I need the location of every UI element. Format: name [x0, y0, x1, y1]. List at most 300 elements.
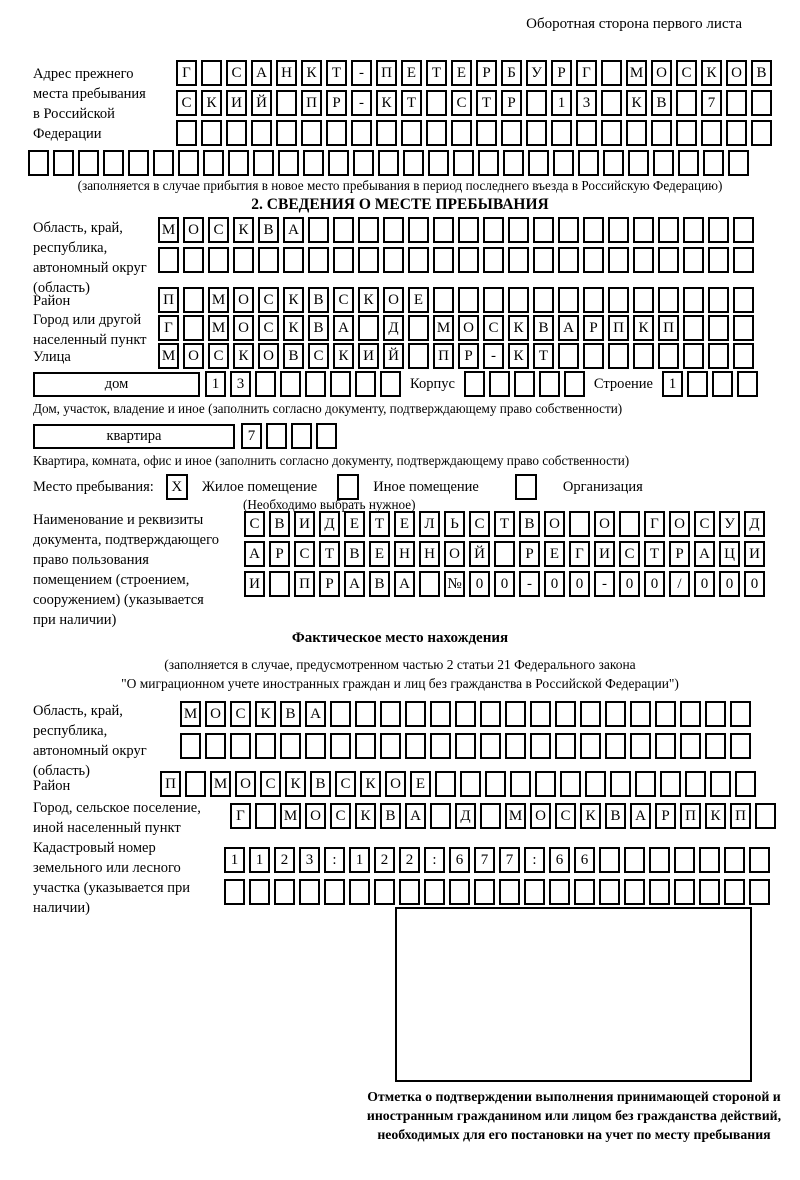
char-cell — [458, 217, 479, 243]
city-label: Город или другой населенный пункт — [33, 312, 147, 348]
char-cell: О — [726, 60, 747, 86]
char-cell — [464, 371, 485, 397]
char-row — [244, 541, 765, 567]
char-cell: П — [433, 343, 454, 369]
actual-location-caption-2: "О миграционном учете иностранных граждан и лиц без гражданства в Российской Федерации") — [121, 676, 679, 691]
char-cell — [78, 150, 99, 176]
char-cell — [405, 701, 426, 727]
char-cell: Г — [644, 511, 665, 537]
char-cell: В — [533, 315, 554, 341]
option-label-organization: Организация — [562, 478, 643, 495]
char-cell: Е — [410, 771, 431, 797]
char-cell — [324, 879, 345, 905]
char-cell — [428, 150, 449, 176]
char-cell — [305, 733, 326, 759]
char-cell — [608, 217, 629, 243]
char-cell — [228, 150, 249, 176]
char-cell: П — [658, 315, 679, 341]
char-cell: Р — [669, 541, 690, 567]
char-cell: О — [183, 217, 204, 243]
char-cell: К — [301, 60, 322, 86]
char-cell: Т — [369, 511, 390, 537]
char-cell: Р — [501, 90, 522, 116]
char-cell — [601, 120, 622, 146]
char-cell — [426, 120, 447, 146]
char-cell — [483, 247, 504, 273]
char-cell — [555, 733, 576, 759]
char-cell — [276, 120, 297, 146]
char-cell: К — [201, 90, 222, 116]
char-cell — [710, 771, 731, 797]
char-cell — [680, 701, 701, 727]
char-cell — [712, 371, 733, 397]
stroenie-grid — [662, 371, 758, 397]
char-cell — [619, 511, 640, 537]
char-cell — [333, 217, 354, 243]
char-cell — [494, 541, 515, 567]
char-cell: Д — [319, 511, 340, 537]
char-cell — [476, 120, 497, 146]
char-cell — [533, 287, 554, 313]
char-cell: Е — [394, 511, 415, 537]
char-cell: С — [451, 90, 472, 116]
char-cell — [355, 371, 376, 397]
char-cell — [203, 150, 224, 176]
char-cell — [678, 150, 699, 176]
street-label: Улица — [33, 349, 71, 365]
char-cell — [608, 287, 629, 313]
city-grid — [158, 315, 754, 341]
char-cell — [680, 733, 701, 759]
char-cell — [539, 371, 560, 397]
house-grid — [205, 371, 401, 397]
char-cell: : — [324, 847, 345, 873]
char-cell: И — [244, 571, 265, 597]
char-cell — [674, 847, 695, 873]
char-cell: К — [233, 343, 254, 369]
char-cell — [178, 150, 199, 176]
char-cell — [660, 771, 681, 797]
char-cell — [153, 150, 174, 176]
actual-city-grid — [230, 803, 776, 829]
char-cell — [266, 423, 287, 449]
char-cell — [751, 90, 772, 116]
char-cell: - — [519, 571, 540, 597]
char-cell: 3 — [230, 371, 251, 397]
char-cell: В — [369, 571, 390, 597]
char-cell — [705, 701, 726, 727]
char-cell: А — [558, 315, 579, 341]
char-cell — [626, 120, 647, 146]
char-row — [244, 571, 765, 597]
char-cell: К — [508, 315, 529, 341]
char-cell: 0 — [619, 571, 640, 597]
char-cell: 1 — [551, 90, 572, 116]
char-cell: С — [308, 343, 329, 369]
char-cell — [28, 150, 49, 176]
char-cell: В — [283, 343, 304, 369]
char-cell — [580, 733, 601, 759]
char-cell: М — [158, 217, 179, 243]
char-cell — [633, 343, 654, 369]
document-grid — [244, 511, 765, 597]
char-cell: А — [694, 541, 715, 567]
char-cell — [526, 120, 547, 146]
char-cell — [330, 733, 351, 759]
char-cell: С — [469, 511, 490, 537]
char-cell — [480, 803, 501, 829]
char-cell — [526, 90, 547, 116]
char-cell — [505, 701, 526, 727]
char-cell — [183, 315, 204, 341]
char-cell — [624, 879, 645, 905]
korpus-label: Корпус — [410, 375, 455, 392]
char-cell — [583, 217, 604, 243]
char-cell — [53, 150, 74, 176]
char-cell — [433, 217, 454, 243]
char-cell: А — [305, 701, 326, 727]
char-cell: А — [244, 541, 265, 567]
char-cell: О — [544, 511, 565, 537]
char-cell — [633, 217, 654, 243]
char-cell — [535, 771, 556, 797]
char-cell — [576, 120, 597, 146]
char-cell — [455, 733, 476, 759]
char-row — [176, 90, 772, 116]
char-cell: С — [260, 771, 281, 797]
actual-location-caption-1: (заполняется в случае, предусмотренном частью 2 статьи 21 Федерального закона — [164, 657, 636, 672]
char-cell — [251, 120, 272, 146]
char-cell: Т — [319, 541, 340, 567]
char-cell — [724, 879, 745, 905]
char-cell — [551, 120, 572, 146]
char-cell: С — [258, 287, 279, 313]
char-cell: М — [208, 287, 229, 313]
char-cell — [655, 733, 676, 759]
char-cell — [633, 247, 654, 273]
char-row — [180, 733, 751, 759]
char-cell: - — [351, 60, 372, 86]
char-cell: С — [294, 541, 315, 567]
char-cell — [383, 217, 404, 243]
char-cell: О — [651, 60, 672, 86]
char-cell — [608, 343, 629, 369]
char-cell: В — [258, 217, 279, 243]
char-cell — [674, 879, 695, 905]
char-cell — [233, 247, 254, 273]
char-cell — [555, 701, 576, 727]
char-cell — [610, 771, 631, 797]
char-cell — [283, 247, 304, 273]
char-cell — [726, 90, 747, 116]
char-cell — [676, 90, 697, 116]
cadastre-grid — [224, 847, 770, 905]
actual-location-title: Фактическое место нахождения — [291, 630, 509, 646]
char-cell — [280, 371, 301, 397]
char-cell — [430, 701, 451, 727]
char-cell: О — [183, 343, 204, 369]
char-cell: О — [594, 511, 615, 537]
char-cell — [358, 315, 379, 341]
char-cell: Р — [326, 90, 347, 116]
char-cell: А — [405, 803, 426, 829]
char-cell — [183, 247, 204, 273]
street-grid — [158, 343, 754, 369]
char-cell: О — [233, 287, 254, 313]
district-grid — [158, 287, 754, 313]
char-cell — [530, 733, 551, 759]
char-cell — [510, 771, 531, 797]
char-cell — [733, 343, 754, 369]
char-cell — [226, 120, 247, 146]
char-cell: 0 — [694, 571, 715, 597]
char-cell — [330, 701, 351, 727]
char-cell — [358, 247, 379, 273]
char-cell — [524, 879, 545, 905]
char-cell — [733, 315, 754, 341]
char-cell: Д — [455, 803, 476, 829]
char-cell — [553, 150, 574, 176]
char-cell — [499, 879, 520, 905]
char-cell: № — [444, 571, 465, 597]
char-cell: С — [230, 701, 251, 727]
char-cell — [330, 371, 351, 397]
char-cell — [405, 733, 426, 759]
char-cell — [676, 120, 697, 146]
char-cell — [574, 879, 595, 905]
char-cell — [751, 120, 772, 146]
char-cell: 7 — [701, 90, 722, 116]
section2-title: 2. СВЕДЕНИЯ О МЕСТЕ ПРЕБЫВАНИЯ — [251, 196, 549, 213]
char-cell: 0 — [494, 571, 515, 597]
char-cell — [585, 771, 606, 797]
char-cell: И — [358, 343, 379, 369]
char-cell — [505, 733, 526, 759]
char-cell: К — [285, 771, 306, 797]
char-cell — [358, 217, 379, 243]
char-cell — [735, 771, 756, 797]
char-cell — [399, 879, 420, 905]
char-cell — [558, 287, 579, 313]
char-cell — [458, 247, 479, 273]
char-cell: В — [280, 701, 301, 727]
char-cell: Н — [394, 541, 415, 567]
char-row — [244, 511, 765, 537]
char-cell: Н — [276, 60, 297, 86]
char-cell — [180, 733, 201, 759]
char-cell — [426, 90, 447, 116]
char-cell — [433, 287, 454, 313]
char-cell — [603, 150, 624, 176]
char-cell — [355, 733, 376, 759]
char-cell — [655, 701, 676, 727]
district-label: Район — [33, 293, 71, 309]
char-cell: П — [680, 803, 701, 829]
char-cell — [608, 247, 629, 273]
char-cell — [408, 217, 429, 243]
char-cell — [708, 315, 729, 341]
char-cell — [685, 771, 706, 797]
char-cell — [303, 150, 324, 176]
char-cell: М — [626, 60, 647, 86]
char-cell — [583, 247, 604, 273]
char-cell: П — [730, 803, 751, 829]
char-cell — [255, 371, 276, 397]
char-row — [176, 60, 772, 86]
char-cell — [280, 733, 301, 759]
char-cell: - — [351, 90, 372, 116]
char-cell: Б — [501, 60, 522, 86]
char-cell — [351, 120, 372, 146]
char-cell — [558, 343, 579, 369]
char-cell: М — [210, 771, 231, 797]
char-cell — [474, 879, 495, 905]
char-cell: У — [526, 60, 547, 86]
char-cell — [483, 287, 504, 313]
char-cell — [276, 90, 297, 116]
char-cell: М — [280, 803, 301, 829]
char-cell: А — [394, 571, 415, 597]
char-cell: Й — [251, 90, 272, 116]
char-cell: О — [669, 511, 690, 537]
char-cell — [601, 90, 622, 116]
region-label: Область, край, республика, автономный округ (область) — [33, 220, 147, 296]
actual-city-label: Город, сельское поселение, иной населенный пункт — [33, 800, 201, 836]
char-cell — [424, 879, 445, 905]
char-cell: А — [251, 60, 272, 86]
char-cell — [308, 247, 329, 273]
char-cell: О — [458, 315, 479, 341]
char-cell — [730, 701, 751, 727]
char-cell — [403, 150, 424, 176]
char-cell — [224, 879, 245, 905]
char-cell — [258, 247, 279, 273]
char-cell: С — [258, 315, 279, 341]
char-cell — [333, 247, 354, 273]
actual-region-label: Область, край, республика, автономный округ (область) — [33, 703, 147, 779]
char-cell — [630, 701, 651, 727]
char-cell — [635, 771, 656, 797]
char-cell: Е — [451, 60, 472, 86]
char-cell: Т — [533, 343, 554, 369]
char-cell — [624, 847, 645, 873]
char-cell — [703, 150, 724, 176]
char-cell — [749, 879, 770, 905]
char-cell: К — [626, 90, 647, 116]
char-cell — [355, 701, 376, 727]
char-cell: О — [258, 343, 279, 369]
char-cell: П — [376, 60, 397, 86]
char-cell — [558, 247, 579, 273]
char-cell: 7 — [474, 847, 495, 873]
char-cell — [380, 733, 401, 759]
char-cell — [755, 803, 776, 829]
document-label: Наименование и реквизиты документа, подтверждающего право пользования помещением (строением, сооружением) (указывается при наличии) — [33, 512, 219, 628]
char-cell: 3 — [576, 90, 597, 116]
char-cell: Д — [383, 315, 404, 341]
char-cell: 6 — [449, 847, 470, 873]
char-row — [158, 217, 754, 243]
char-cell: П — [294, 571, 315, 597]
char-cell: Ь — [444, 511, 465, 537]
char-cell: Й — [469, 541, 490, 567]
char-cell: : — [424, 847, 445, 873]
char-cell — [508, 287, 529, 313]
char-cell: И — [226, 90, 247, 116]
char-cell — [255, 733, 276, 759]
char-cell: О — [233, 315, 254, 341]
char-cell: Р — [319, 571, 340, 597]
char-cell: К — [355, 803, 376, 829]
prev-address-caption: (заполняется в случае прибытия в новое место пребывания в период последнего въезда в Российскую Федерацию) — [77, 178, 723, 193]
char-cell — [430, 733, 451, 759]
char-cell — [583, 343, 604, 369]
char-cell: 0 — [544, 571, 565, 597]
char-cell — [480, 701, 501, 727]
char-cell — [185, 771, 206, 797]
char-cell — [455, 701, 476, 727]
char-row — [224, 879, 770, 905]
char-cell — [683, 247, 704, 273]
char-cell — [480, 733, 501, 759]
char-cell: 7 — [499, 847, 520, 873]
char-cell — [733, 287, 754, 313]
char-cell — [453, 150, 474, 176]
char-cell — [683, 315, 704, 341]
char-cell: С — [555, 803, 576, 829]
confirmation-stamp-box — [395, 907, 752, 1082]
char-cell: О — [385, 771, 406, 797]
char-cell — [651, 120, 672, 146]
char-cell: 1 — [249, 847, 270, 873]
char-cell — [749, 847, 770, 873]
char-cell: К — [580, 803, 601, 829]
char-cell: Е — [408, 287, 429, 313]
char-cell: К — [701, 60, 722, 86]
char-cell — [353, 150, 374, 176]
char-row — [180, 701, 751, 727]
char-cell — [699, 847, 720, 873]
char-cell: 2 — [399, 847, 420, 873]
char-cell: 2 — [374, 847, 395, 873]
region-grid — [158, 217, 754, 273]
char-cell — [435, 771, 456, 797]
char-cell — [560, 771, 581, 797]
char-cell: Е — [369, 541, 390, 567]
char-cell — [628, 150, 649, 176]
char-cell: О — [383, 287, 404, 313]
char-cell — [605, 701, 626, 727]
char-cell: К — [333, 343, 354, 369]
char-cell — [726, 120, 747, 146]
char-cell: О — [305, 803, 326, 829]
char-cell: Н — [419, 541, 440, 567]
char-cell — [433, 247, 454, 273]
char-cell — [599, 879, 620, 905]
char-cell: Р — [551, 60, 572, 86]
char-cell — [299, 879, 320, 905]
page-side-note: Оборотная сторона первого листа — [526, 16, 742, 32]
char-cell: М — [433, 315, 454, 341]
char-cell: А — [630, 803, 651, 829]
char-cell: С — [244, 511, 265, 537]
char-cell — [630, 733, 651, 759]
char-cell — [326, 120, 347, 146]
char-cell — [478, 150, 499, 176]
char-cell — [514, 371, 535, 397]
char-cell: К — [360, 771, 381, 797]
char-cell: 0 — [744, 571, 765, 597]
